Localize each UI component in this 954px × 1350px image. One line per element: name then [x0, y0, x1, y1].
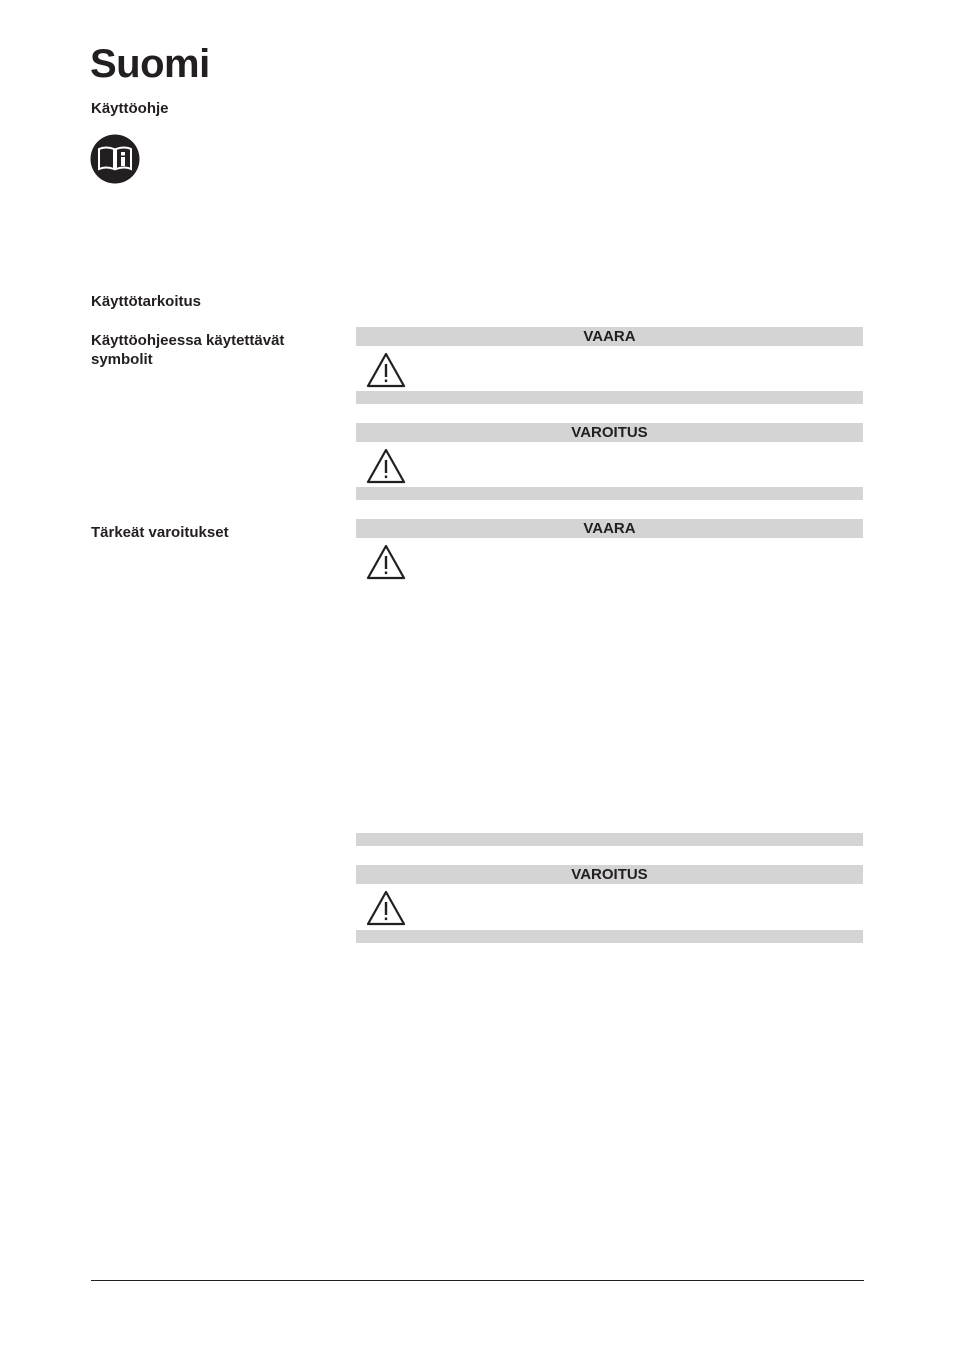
warning-box-important	[356, 865, 863, 943]
section-heading-purpose: Käyttötarkoitus	[91, 293, 202, 310]
box-footer-band	[356, 487, 863, 500]
warning-triangle-icon	[366, 352, 406, 388]
manual-info-icon	[90, 134, 140, 184]
box-header: VAARA	[356, 327, 863, 346]
danger-box-important	[356, 519, 863, 846]
box-header: VAROITUS	[356, 865, 863, 884]
section-heading-important: Tärkeät varoitukset	[91, 524, 229, 541]
section-heading-symbols: Käyttöohjeessa käytettävät symbolit	[91, 332, 285, 368]
footer-divider	[91, 1280, 864, 1281]
warning-box	[356, 423, 863, 500]
warning-triangle-icon	[366, 890, 406, 926]
danger-box	[356, 327, 863, 404]
box-header: VAROITUS	[356, 423, 863, 442]
warning-triangle-icon	[366, 448, 406, 484]
box-footer-band	[356, 930, 863, 943]
page-subtitle: Käyttöohje	[91, 100, 169, 117]
box-footer-band	[356, 391, 863, 404]
warning-triangle-icon	[366, 544, 406, 580]
box-footer-band	[356, 833, 863, 846]
box-header: VAARA	[356, 519, 863, 538]
page-title: Suomi	[90, 42, 210, 86]
